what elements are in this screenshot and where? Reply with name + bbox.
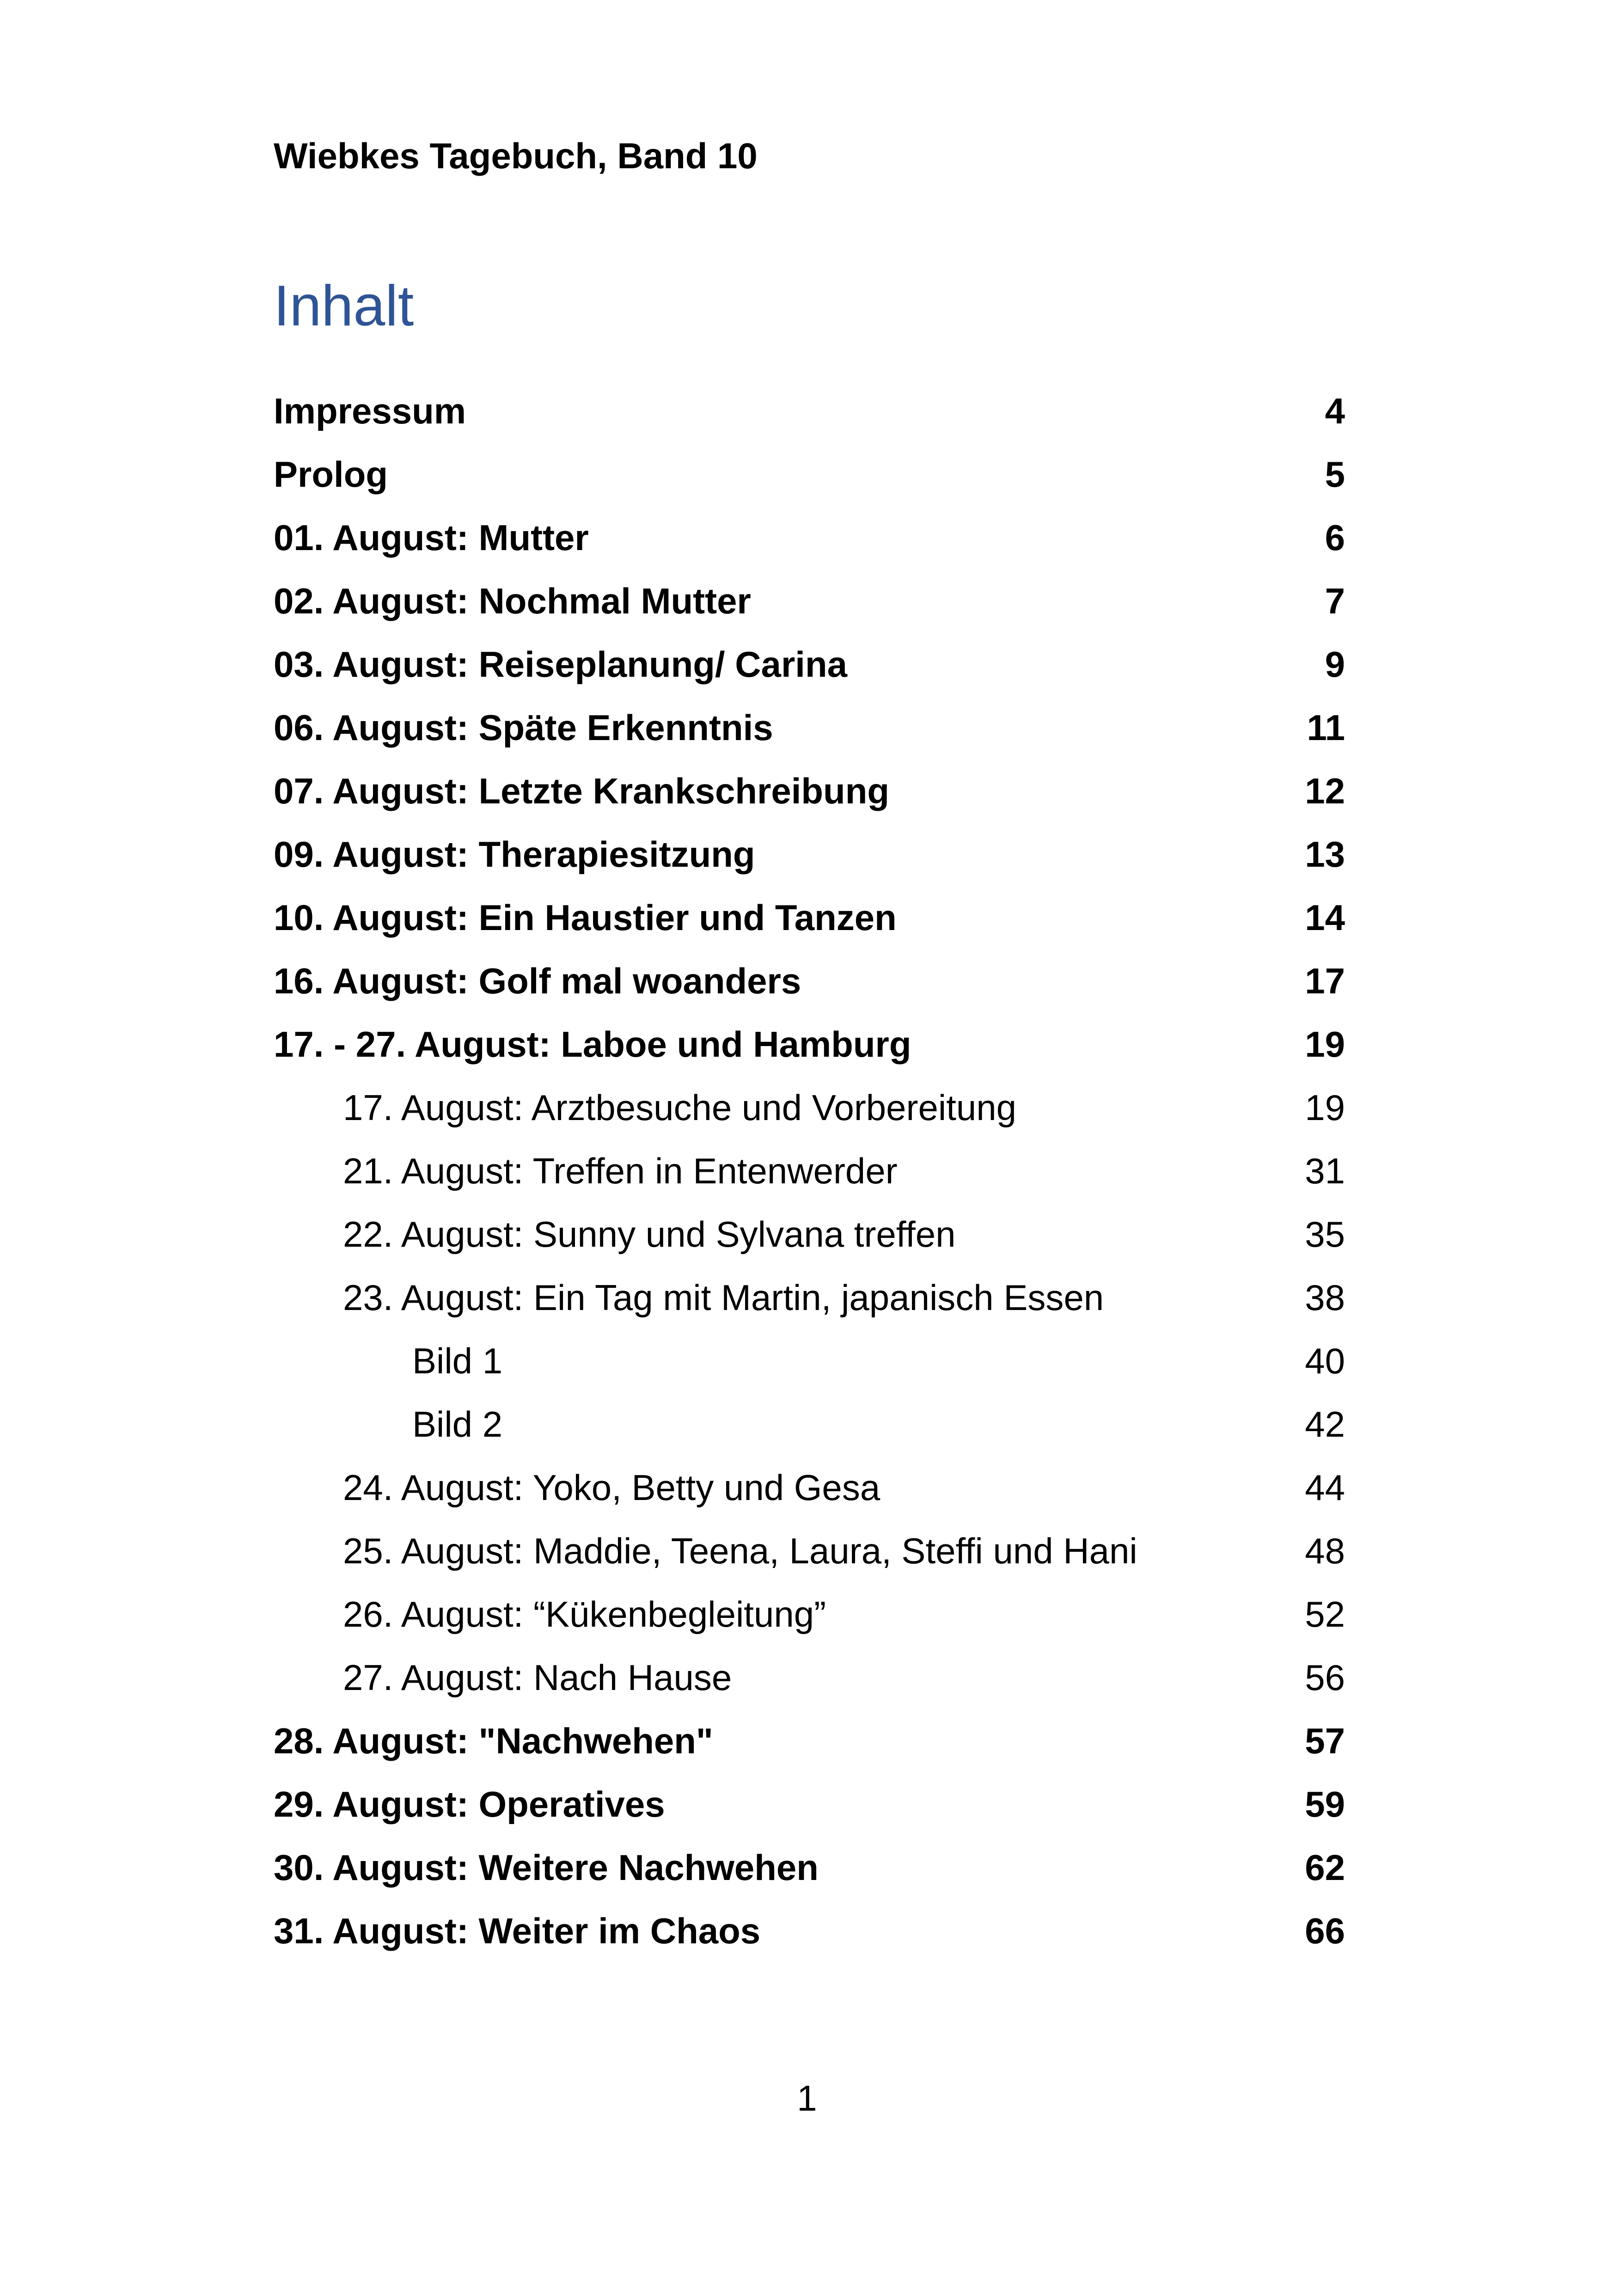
toc-entry-title: 16. August: Golf mal woanders — [274, 961, 801, 1001]
toc-entry-title: 28. August: "Nachwehen" — [274, 1720, 713, 1761]
toc-entry[interactable] — [274, 1720, 1345, 1786]
toc-entry-page-number: 62 — [1305, 1847, 1345, 1888]
toc-entry-page-number: 12 — [1305, 771, 1345, 811]
toc-entry-page-number: 48 — [1305, 1531, 1345, 1571]
toc-entry[interactable] — [274, 1343, 1345, 1406]
toc-entry[interactable] — [274, 773, 1345, 836]
toc-entry-title: 09. August: Therapiesitzung — [274, 834, 755, 875]
toc-entry[interactable] — [274, 1216, 1345, 1280]
toc-entry-page-number: 57 — [1305, 1720, 1345, 1761]
toc-entry[interactable] — [274, 897, 1345, 963]
toc-entry[interactable] — [274, 1786, 1345, 1849]
toc-entry-title: 25. August: Maddie, Teena, Laura, Steffi und Hani — [343, 1531, 1137, 1571]
toc-entry-page-number: 42 — [1305, 1404, 1345, 1445]
toc-heading: Inhalt — [274, 274, 414, 338]
toc-entry[interactable] — [274, 646, 1345, 710]
toc-entry-title: Bild 1 — [412, 1341, 503, 1381]
toc-entry[interactable] — [274, 1469, 1345, 1533]
toc-entry-page-number: 38 — [1305, 1277, 1345, 1318]
toc-entry-page-number: 17 — [1305, 961, 1345, 1001]
toc-entry[interactable] — [274, 1153, 1345, 1216]
toc-entry[interactable] — [274, 1910, 1345, 1976]
toc-entry-title: 23. August: Ein Tag mit Martin, japanisch Essen — [343, 1277, 1104, 1318]
toc-entry-title: 30. August: Weitere Nachwehen — [274, 1847, 819, 1888]
toc-entry-title: 26. August: “Kükenbegleitung” — [343, 1594, 826, 1635]
toc-entry-page-number: 9 — [1325, 644, 1345, 685]
toc-entry[interactable] — [274, 393, 1345, 456]
toc-entry-page-number: 56 — [1305, 1657, 1345, 1698]
toc-entry[interactable] — [274, 1087, 1345, 1153]
toc-entry[interactable] — [274, 1849, 1345, 1913]
toc-entry-title: 31. August: Weiter im Chaos — [274, 1910, 761, 1951]
toc-entry-title: 06. August: Späte Erkenntnis — [274, 707, 773, 748]
toc-entry-page-number: 66 — [1305, 1910, 1345, 1951]
toc-entry-page-number: 7 — [1325, 581, 1345, 621]
toc-entry-title: 22. August: Sunny und Sylvana treffen — [343, 1214, 956, 1255]
toc-entry-title: 02. August: Nochmal Mutter — [274, 581, 751, 621]
toc-entry[interactable] — [274, 456, 1345, 520]
toc-entry[interactable] — [274, 1026, 1345, 1090]
toc-entry[interactable] — [274, 1406, 1345, 1469]
toc-entry[interactable] — [274, 963, 1345, 1026]
toc-entry[interactable] — [274, 1596, 1345, 1659]
toc-entry[interactable] — [274, 1533, 1345, 1596]
table-of-contents — [274, 393, 1345, 1976]
toc-entry-title: 17. - 27. August: Laboe und Hamburg — [274, 1024, 911, 1065]
toc-entry-title: 03. August: Reiseplanung/ Carina — [274, 644, 847, 685]
toc-entry[interactable] — [274, 836, 1345, 900]
document-header: Wiebkes Tagebuch, Band 10 — [274, 135, 758, 176]
toc-entry-page-number: 14 — [1305, 897, 1345, 938]
toc-entry-page-number: 4 — [1325, 391, 1345, 431]
toc-entry-title: 29. August: Operatives — [274, 1784, 665, 1825]
toc-entry-title: Prolog — [274, 454, 388, 495]
toc-entry-page-number: 11 — [1307, 707, 1345, 748]
toc-entry-title: 24. August: Yoko, Betty und Gesa — [343, 1467, 880, 1508]
toc-entry-page-number: 13 — [1305, 834, 1345, 875]
toc-entry-title: 07. August: Letzte Krankschreibung — [274, 771, 889, 811]
page-number: 1 — [797, 2078, 817, 2118]
toc-entry-page-number: 31 — [1305, 1151, 1345, 1191]
toc-entry-page-number: 44 — [1305, 1467, 1345, 1508]
toc-entry[interactable] — [274, 1659, 1345, 1723]
toc-entry[interactable] — [274, 707, 1345, 773]
toc-entry[interactable] — [274, 583, 1345, 646]
toc-entry-title: 10. August: Ein Haustier und Tanzen — [274, 897, 897, 938]
toc-entry[interactable] — [274, 517, 1345, 583]
toc-entry-title: 27. August: Nach Hause — [343, 1657, 732, 1698]
toc-entry-page-number: 40 — [1305, 1341, 1345, 1381]
toc-entry-title: Bild 2 — [412, 1404, 503, 1445]
toc-entry-page-number: 52 — [1305, 1594, 1345, 1635]
toc-entry-title: 17. August: Arztbesuche und Vorbereitung — [343, 1087, 1017, 1128]
toc-entry-page-number: 35 — [1305, 1214, 1345, 1255]
toc-entry-page-number: 19 — [1305, 1087, 1345, 1128]
toc-entry-page-number: 59 — [1305, 1784, 1345, 1825]
toc-entry-page-number: 19 — [1305, 1024, 1345, 1065]
toc-entry-page-number: 5 — [1325, 454, 1345, 495]
toc-entry-title: 01. August: Mutter — [274, 517, 589, 558]
toc-entry-title: 21. August: Treffen in Entenwerder — [343, 1151, 898, 1191]
toc-entry-page-number: 6 — [1325, 517, 1345, 558]
toc-entry[interactable] — [274, 1277, 1345, 1343]
toc-entry-title: Impressum — [274, 391, 466, 431]
